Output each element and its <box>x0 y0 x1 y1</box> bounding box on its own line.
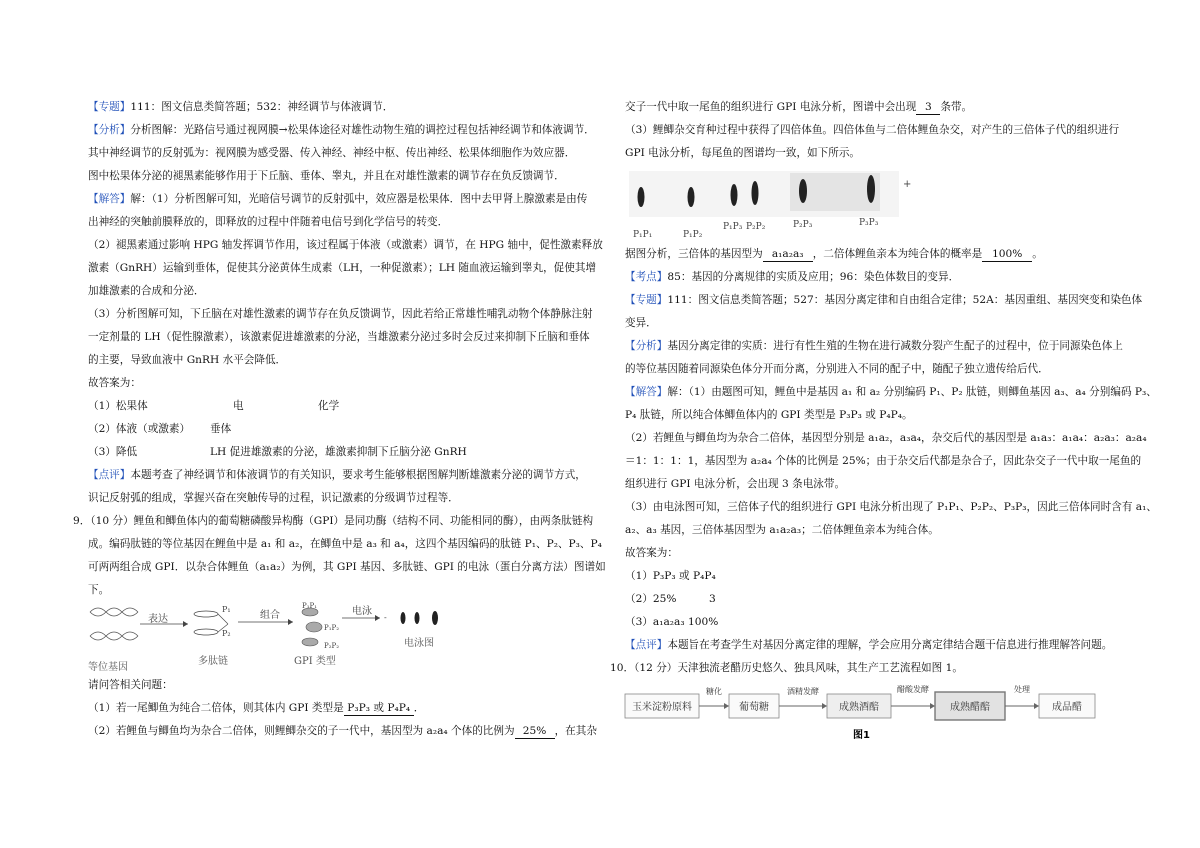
svg-text:P₃P₃: P₃P₃ <box>859 218 879 228</box>
q8-analysis: 【分析】分析图解：光路信号通过视网膜→松果体途径对雄性动物生殖的调控过程包括神经调节和体液调节． <box>88 124 595 136</box>
left-column <box>73 96 606 743</box>
flow-caption: 图1 <box>853 730 870 741</box>
svg-text:P₂P₃: P₂P₃ <box>793 220 813 230</box>
q9-comment: 【点评】本题旨在考查学生对基因分离定律的理解，学会应用分离定律结合题干信息进行推理解答问题。 <box>625 639 1113 651</box>
map-label: 电泳图 <box>404 638 434 649</box>
q9-key-2: （2）25% 3 <box>625 593 716 605</box>
svg-text:P₁P₁: P₁P₁ <box>633 230 653 240</box>
answer-tag: 【解答】 <box>625 386 668 398</box>
q8-answer: 【解答】解：（1）分析图解可知，光暗信号调节的反射弧中，效应器是松果体．图中去甲肾上腺激素是由传 <box>88 193 588 205</box>
svg-text:P₂: P₂ <box>222 629 231 638</box>
right-column <box>610 96 1157 742</box>
answer-blank: 25% <box>515 724 555 739</box>
svg-text:P₂P₂: P₂P₂ <box>324 642 340 650</box>
flow-box-glucose: 葡萄糖 <box>739 702 769 713</box>
allele-gene-icon <box>90 608 138 640</box>
polypeptide-label: 多肽链 <box>198 656 228 667</box>
answer-tag: 【解答】 <box>88 193 131 205</box>
answer-blank: P₃P₃ 或 P₄P₄ <box>344 701 414 716</box>
svg-text:P₁P₂: P₁P₂ <box>683 230 703 240</box>
svg-text:P₁P₂: P₁P₂ <box>324 624 340 632</box>
flow-box-raw: 玉米淀粉原料 <box>632 702 692 713</box>
comment-tag: 【点评】 <box>88 469 131 481</box>
q9-ask: 请问答相关问题： <box>88 679 173 691</box>
gpi-type-icons <box>302 608 322 646</box>
gpi-figure-svg <box>88 602 448 674</box>
gpi-type-label: GPI 类型 <box>294 656 336 667</box>
triploid-electrophoresis-figure <box>625 165 1157 243</box>
q9-stem: 9．（10 分）鲤鱼和鲫鱼体内的葡萄糖磷酸异构酶（GPI）是同功酶（结构不同、功能相同的酶），由两条肽链构 <box>73 515 594 527</box>
q9-topic-line: 变异． <box>625 317 657 329</box>
flow-arrow-process: 处理 <box>1014 685 1030 694</box>
combine-label: 组合 <box>260 610 280 621</box>
analysis-tag: 【分析】 <box>88 124 131 136</box>
answer-blank: 3 <box>916 100 940 115</box>
q9-stem-line: 可两两组合成 GPI．以杂合体鲤鱼（a₁a₂）为例，其 GPI 基因、多肽链、GPI 的电泳（蛋白分离方法）图谱如 <box>88 561 606 573</box>
triploid-figure-svg <box>625 165 925 243</box>
q9-analysis-line: 的等位基因随着同源染色体分开而分离，分别进入不同的配子中，随配子独立遗传给后代． <box>625 363 1049 375</box>
vinegar-process-flowchart <box>625 680 1157 742</box>
q8-answer-line: （2）褪黑素通过影响 HPG 轴发挥调节作用，该过程属于体液（或激素）调节，在 HPG 轴中，促性激素释放 <box>88 239 603 251</box>
q8-answer-line: 激素（GnRH）运输到垂体，促使其分泌黄体生成素（LH，一种促激素）；LH 随血液运输到睾丸，促使其增 <box>88 262 597 274</box>
svg-text:P₂P₂: P₂P₂ <box>746 222 766 232</box>
gpi-electrophoresis-figure <box>88 602 588 674</box>
answer-blank: 100% <box>982 247 1032 262</box>
analysis-tag: 【分析】 <box>625 340 668 352</box>
svg-text:P₁: P₁ <box>222 605 231 614</box>
q9-answer-line: （2）若鲤鱼与鲫鱼均为杂合二倍体，基因型分别是 a₁a₂，a₃a₄，杂交后代的基因型是 a₁a₃：a₁a₄：a₂a₃：a₂a₄ <box>625 432 1147 444</box>
comment-tag: 【点评】 <box>625 639 668 651</box>
q9-answer-line: ＝1：1：1：1，基因型为 a₂a₄ 个体的比例是 25%；由于杂交后代都是杂合子，因此杂交子一代中取一尾鱼的 <box>625 455 1142 467</box>
q9-stem-line: 下。 <box>88 584 110 596</box>
q8-topic: 【专题】111：图文信息类简答题；532：神经调节与体液调节． <box>88 101 394 113</box>
flow-arrow-alcohol: 酒精发酵 <box>787 687 819 696</box>
q8-key-3: （3）降低 LH 促进雄激素的分泌，雄激素抑制下丘脑分泌 GnRH <box>88 446 467 458</box>
q9-answer-line: （3）由电泳图可知，三倍体子代的组织进行 GPI 电泳分析出现了 P₁P₁、P₂P₂、P₃P₃，因此三倍体同时含有 a₁、 <box>625 501 1157 513</box>
q8-answer-line: 加雄激素的合成和分泌． <box>88 285 205 297</box>
q8-key-heading: 故答案为： <box>88 377 141 389</box>
q9-answer-line: a₂、a₃ 基因，三倍体基因型为 a₁a₂a₃；二倍体鲤鱼亲本为纯合体。 <box>625 524 939 536</box>
q9-answer-line: P₄ 肽链，所以纯合体鲫鱼体内的 GPI 类型是 P₃P₃ 或 P₄P₄。 <box>625 409 913 421</box>
q8-answer-line: 出神经的突触前膜释放的，即释放的过程中伴随着电信号到化学信号的转变． <box>88 216 449 228</box>
plus-pole: + <box>903 179 912 190</box>
q9-knowledge: 【考点】85：基因的分离规律的实质及应用；96：染色体数目的变异． <box>625 271 960 283</box>
q9-sub3-answer: 据图分析，三倍体的基因型为 a₁a₂a₃ ，二倍体鲤鱼亲本为纯合体的概率是 100% 。 <box>625 248 1043 260</box>
topic-tag: 【专题】 <box>88 101 131 113</box>
svg-text:-: - <box>384 613 387 622</box>
q9-sub2: （2）若鲤鱼与鲫鱼均为杂合二倍体，则鲤鲫杂交的子一代中，基因型为 a₂a₄ 个体的比例为 25% ，在其杂 <box>88 725 597 737</box>
q9-key-1: （1）P₃P₃ 或 P₄P₄ <box>625 570 716 582</box>
flow-box-wine-mash: 成熟酒醅 <box>839 702 879 713</box>
q9-key-heading: 故答案为： <box>625 547 678 559</box>
q9-sub3-line: GPI 电泳分析，每尾鱼的图谱均一致，如下所示。 <box>625 147 861 159</box>
q9-sub1: （1）若一尾鲫鱼为纯合二倍体，则其体内 GPI 类型是 P₃P₃ 或 P₄P₄ ． <box>88 702 425 714</box>
q8-key-1: （1）松果体 电 化学 <box>88 400 340 412</box>
q9-answer-line: 组织进行 GPI 电泳分析，会出现 3 条电泳带。 <box>625 478 846 490</box>
express-label: 表达 <box>148 614 168 625</box>
flow-arrow-acetic: 醋酸发酵 <box>897 685 929 694</box>
q8-comment-line: 识记反射弧的组成，掌握兴奋在突触传导的过程，识记激素的分级调节过程等． <box>88 492 459 504</box>
svg-text:P₁P₃: P₁P₃ <box>723 222 743 232</box>
q9-sub2-cont: 交子一代中取一尾鱼的组织进行 GPI 电泳分析，图谱中会出现 3 条带。 <box>625 101 973 113</box>
flowchart-svg <box>625 680 1105 742</box>
svg-text:P₁P₁: P₁P₁ <box>302 602 318 610</box>
q9-key-3: （3）a₁a₂a₃ 100% <box>625 616 719 628</box>
electrophoresis-bands <box>401 611 439 625</box>
q9-stem-line: 成。编码肽链的等位基因在鲤鱼中是 a₁ 和 a₂，在鲫鱼中是 a₃ 和 a₄，这四个基因编码的肽链 P₁、P₂、P₃、P₄ <box>88 538 602 550</box>
allele-label: 等位基因 <box>88 662 128 673</box>
electrophoresis-label: 电泳 <box>352 606 372 617</box>
q8-analysis-line: 其中神经调节的反射弧为：视网膜为感受器、传入神经、神经中枢、传出神经、松果体细胞作为效应器． <box>88 147 576 159</box>
q8-answer-line: 的主要，导致血液中 GnRH 水平会降低． <box>88 354 287 366</box>
q8-comment: 【点评】本题考查了神经调节和体液调节的有关知识，要求考生能够根据图解判断雄激素分泌的调节方式， <box>88 469 586 481</box>
q9-sub3: （3）鲤鲫杂交育种过程中获得了四倍体鱼。四倍体鱼与二倍体鲤鱼杂交，对产生的三倍体子代的组织进行 <box>625 124 1120 136</box>
q8-answer-line: 一定剂量的 LH（促性腺激素），该激素促进雄激素的分泌，当雄激素分泌过多时会反过来抑制下丘脑和垂体 <box>88 331 590 343</box>
q10-stem: 10．（12 分）天津独流老醋历史悠久、独具风味，其生产工艺流程如图 1。 <box>610 662 963 674</box>
flow-box-vinegar-mash: 成熟醋醅 <box>950 702 990 713</box>
q8-answer-line: （3）分析图解可知，下丘脑在对雄性激素的调节存在负反馈调节，因此若给正常雄性哺乳动物个体静脉注射 <box>88 308 593 320</box>
q9-answer: 【解答】解：（1）由题图可知，鲤鱼中是基因 a₁ 和 a₂ 分别编码 P₁、P₂ 肽链，则鲫鱼基因 a₃、a₄ 分别编码 P₃、 <box>625 386 1157 398</box>
answer-blank: a₁a₂a₃ <box>763 247 813 262</box>
flow-arrow-saccharify: 糖化 <box>706 687 722 696</box>
flow-box-product: 成品醋 <box>1052 702 1082 713</box>
q8-analysis-line: 图中松果体分泌的褪黑素能够作用于下丘脑、垂体、睾丸，并且在对雄性激素的调节存在负反馈调节． <box>88 170 565 182</box>
topic-tag: 【专题】 <box>625 294 668 306</box>
q8-key-2: （2）体液（或激素） 垂体 <box>88 423 232 435</box>
q9-analysis: 【分析】基因分离定律的实质：进行有性生殖的生物在进行减数分裂产生配子的过程中，位于同源染色体上 <box>625 340 1123 352</box>
kp-tag: 【考点】 <box>625 271 668 283</box>
q9-topic: 【专题】111：图文信息类简答题；527：基因分离定律和自由组合定律；52A：基因重组、基因突变和染色体 <box>625 294 1143 306</box>
